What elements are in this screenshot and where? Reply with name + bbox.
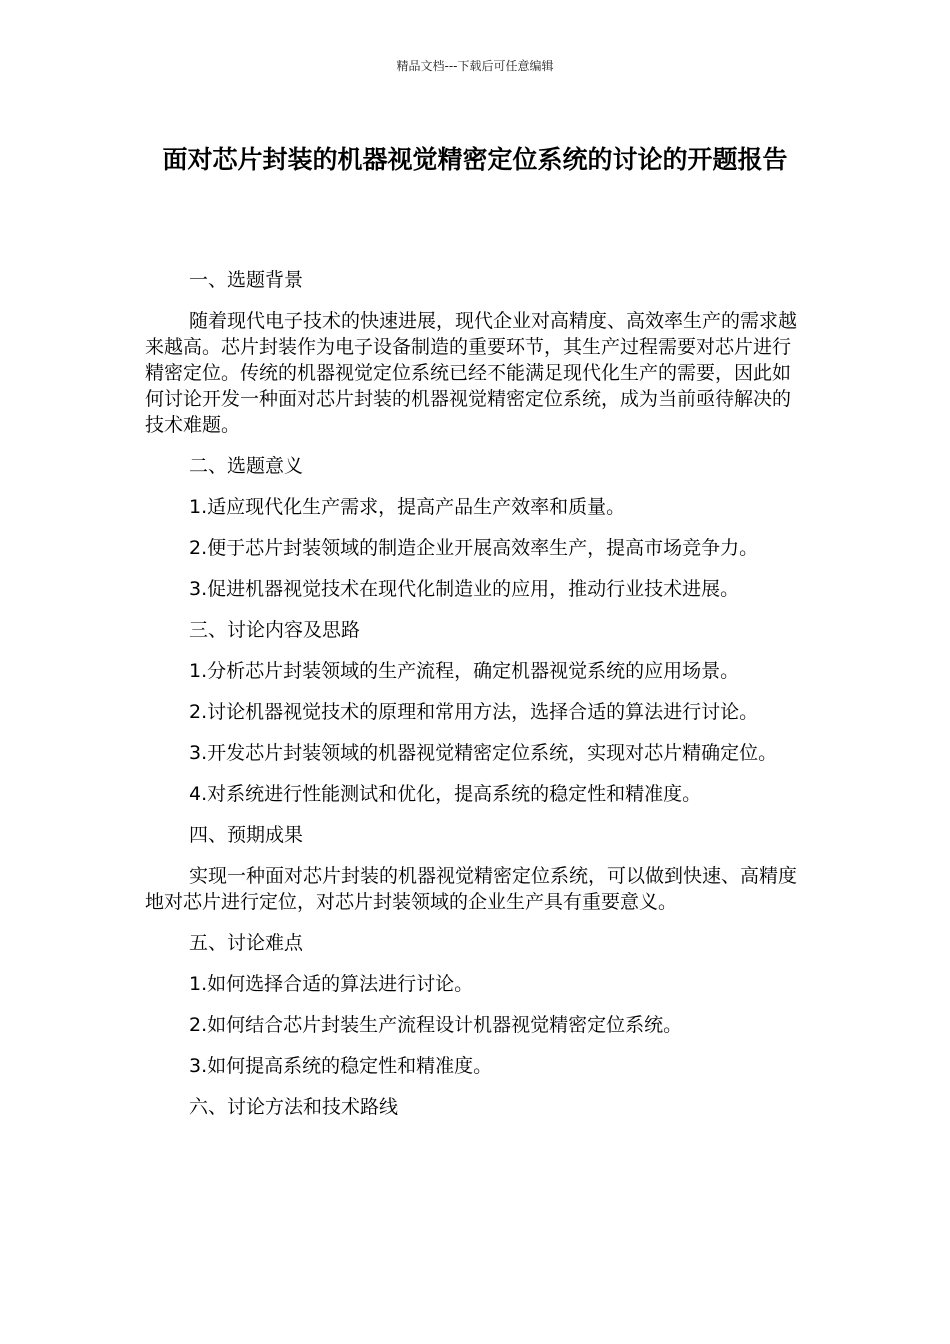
- list-item: 1.适应现代化生产需求，提高产品生产效率和质量。: [189, 496, 626, 518]
- list-item: 4.对系统进行性能测试和优化，提高系统的稳定性和精准度。: [189, 783, 702, 805]
- list-item: 2.如何结合芯片封装生产流程设计机器视觉精密定位系统。: [189, 1014, 683, 1036]
- list-item: 1.分析芯片封装领域的生产流程，确定机器视觉系统的应用场景。: [189, 660, 740, 682]
- list-item: 2.便于芯片封装领域的制造企业开展高效率生产，提高市场竞争力。: [189, 537, 759, 559]
- section-heading-difficulties: 五、讨论难点: [189, 932, 304, 954]
- section-heading-outcomes: 四、预期成果: [189, 824, 304, 846]
- document-body: [145, 267, 805, 1135]
- paragraph-background: 随着现代电子技术的快速进展，现代企业对高精度、高效率生产的需求越来越高。芯片封装作为电子设备制造的重要环节，其生产过程需要对芯片进行精密定位。传统的机器视觉定位系统已经不能满足现代化生产的需要，因此如何讨论开发一种面对芯片封装的机器视觉精密定位系统，成为当前亟待解决的技术难题。: [145, 310, 798, 436]
- section-heading-methods: 六、讨论方法和技术路线: [189, 1096, 399, 1118]
- list-item: 2.讨论机器视觉技术的原理和常用方法，选择合适的算法进行讨论。: [189, 701, 759, 723]
- section-heading-content: 三、讨论内容及思路: [189, 619, 361, 641]
- paragraph-outcomes: 实现一种面对芯片封装的机器视觉精密定位系统，可以做到快速、高精度地对芯片进行定位，对芯片封装领域的企业生产具有重要意义。: [145, 865, 798, 913]
- section-heading-significance: 二、选题意义: [189, 455, 304, 477]
- list-item: 3.如何提高系统的稳定性和精准度。: [189, 1055, 493, 1077]
- header-note: 精品文档---下载后可任意编辑: [396, 59, 554, 73]
- list-item: 1.如何选择合适的算法进行讨论。: [189, 973, 474, 995]
- list-item: 3.开发芯片封装领域的机器视觉精密定位系统，实现对芯片精确定位。: [189, 742, 778, 764]
- list-item: 3.促进机器视觉技术在现代化制造业的应用，推动行业技术进展。: [189, 578, 740, 600]
- document-title: 面对芯片封装的机器视觉精密定位系统的讨论的开题报告: [162, 145, 788, 174]
- section-heading-background: 一、选题背景: [189, 269, 304, 291]
